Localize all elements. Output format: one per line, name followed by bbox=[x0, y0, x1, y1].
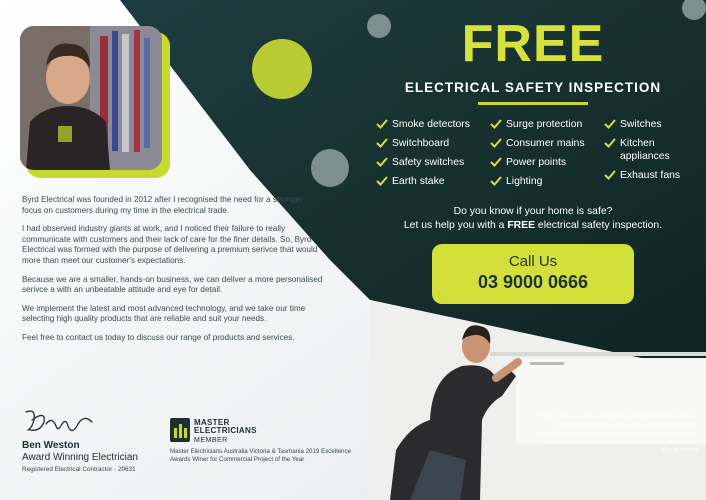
question-line-2: Let us help you with a FREE electrical safety inspection. bbox=[403, 219, 663, 231]
call-us-button[interactable] bbox=[432, 244, 634, 304]
feature-item: Exhaust fans bbox=[604, 169, 700, 182]
master-electricians-member: MEMBER bbox=[194, 437, 228, 444]
check-icon bbox=[376, 157, 388, 167]
master-electricians-text: MASTER ELECTRICIANS bbox=[194, 418, 257, 435]
about-paragraph: Byrd Electrical was founded in 2012 after I recognised the need for a stronger focus on customers during my time in the electrical trade. bbox=[22, 195, 303, 215]
feature-item: Switchboard bbox=[376, 137, 488, 150]
about-paragraph: Because we are a smaller, hands-on business, we can deliver a more personalised serivce a with an unbeatable attitude and eye for detail. bbox=[22, 274, 323, 295]
check-icon bbox=[376, 138, 388, 148]
question-line-1: Do you know if your home is safe? bbox=[453, 206, 613, 217]
feature-item: Earth stake bbox=[376, 175, 488, 188]
electrician-photo-frame bbox=[20, 26, 168, 176]
feature-item: Consumer mains bbox=[490, 137, 602, 150]
check-icon bbox=[604, 170, 616, 180]
free-heading: FREE bbox=[461, 15, 605, 73]
phone-number[interactable]: 03 9000 0666 bbox=[477, 272, 589, 292]
feature-item: Smoke detectors bbox=[376, 118, 488, 131]
feature-item: Surge protection bbox=[490, 118, 602, 131]
inspection-subtitle: ELECTRICAL SAFETY INSPECTION bbox=[404, 80, 662, 95]
lime-circle-large bbox=[252, 39, 312, 99]
check-icon bbox=[376, 176, 388, 186]
award-text: Master Electricians Australia Victoria & Tasmania 2019 Excellence Awards Winer for Commercial Project of the Year bbox=[170, 448, 352, 463]
feature-list-col2 bbox=[490, 118, 602, 194]
master-electricians-icon bbox=[170, 418, 190, 442]
signature bbox=[22, 406, 102, 438]
owner-title: Award Winning Electrician bbox=[22, 452, 138, 463]
feature-item: Kitchen appliances bbox=[604, 137, 700, 163]
electrician-photo bbox=[20, 26, 162, 170]
terms-and-conditions: * T&C's If we are onsite, conducting paid work between 7am and 4pm Monday to Friday, you can take advantage of a Free Electrical safetyu inspection. Just mention this service when you make your booking, so we can allow time for this additional, no charge service bbox=[538, 414, 698, 454]
master-electricians-logo bbox=[170, 418, 350, 448]
check-icon bbox=[604, 119, 616, 129]
electrician-working-photo bbox=[370, 300, 706, 500]
feature-item: Lighting bbox=[490, 175, 602, 188]
feature-list-col3 bbox=[604, 118, 700, 188]
check-icon bbox=[490, 138, 502, 148]
about-paragraph: I had observed industry giants at work, and I noticed their failure to really communicate with customers and their lack of care for the finer details. So, Byrd Electrical was formed with the purpose of delivering a premium serivce that would more than meet our customer's expectations. bbox=[22, 224, 318, 265]
feature-item: Switches bbox=[604, 118, 700, 131]
feature-item: Power points bbox=[490, 156, 602, 169]
owner-name: Ben Weston bbox=[22, 440, 80, 451]
check-icon bbox=[376, 119, 388, 129]
about-paragraph: Feel free to contact us today to discuss our range of products and services. bbox=[22, 332, 295, 342]
check-icon bbox=[604, 138, 616, 148]
owner-registration: Registered Electrical Contractor - 20631 bbox=[22, 466, 136, 473]
feature-item: Safety switches bbox=[376, 156, 488, 169]
about-text bbox=[22, 195, 324, 352]
feature-list-col1 bbox=[376, 118, 488, 194]
about-paragraph: We implement the latest and most advanced technology, and we take our time selecting high quality products that are reliable and suit your needs. bbox=[22, 303, 306, 324]
owner-block bbox=[22, 440, 172, 474]
check-icon bbox=[490, 119, 502, 129]
check-icon bbox=[490, 176, 502, 186]
call-us-label: Call Us bbox=[508, 253, 558, 270]
check-icon bbox=[490, 157, 502, 167]
heading-underline bbox=[478, 102, 588, 105]
grey-circle-medium bbox=[311, 149, 349, 187]
safety-question bbox=[378, 205, 688, 232]
